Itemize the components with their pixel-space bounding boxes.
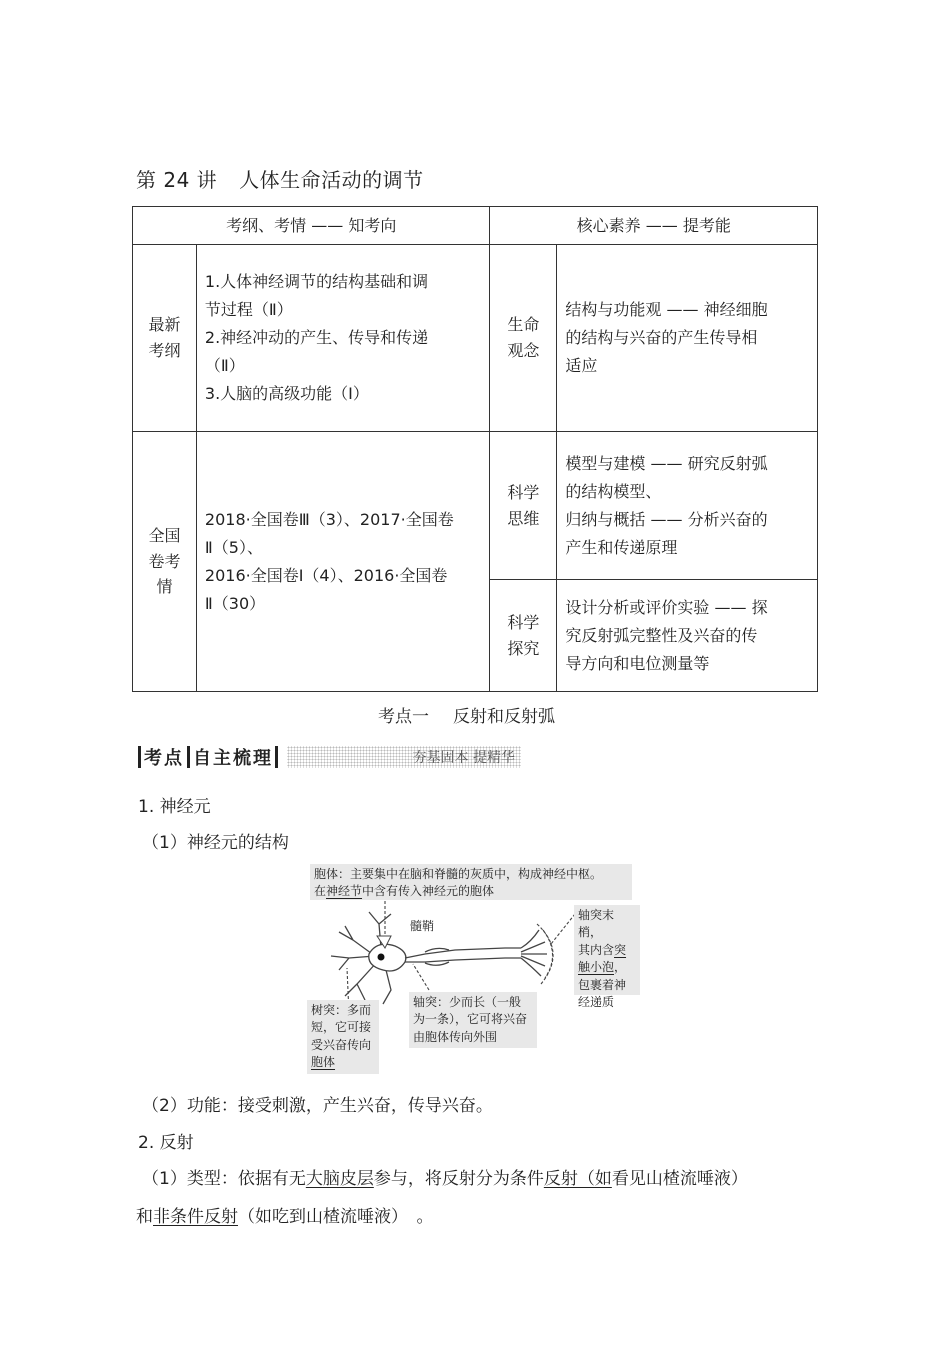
banner-keyword-2: 自主梳理 [193, 748, 273, 769]
banner-tag: 夯基固本 提精华 [287, 746, 521, 768]
callout-axon-terminal: 轴突末梢， 其内含突 触小泡， 包裹着神 经递质 [574, 905, 640, 995]
heading-reflex: 2. 反射 [138, 1133, 194, 1153]
reflex-type-line-2: 和非条件反射（如吃到山楂流唾液） 。 [136, 1207, 434, 1227]
neuron-function: （2）功能：接受刺激，产生兴奋，传导兴奋。 [142, 1096, 493, 1116]
heading-neuron: 1. 神经元 [138, 797, 211, 817]
callout-axon: 轴突：少而长（一般 为一条），它可将兴奋 由胞体传向外围 [409, 992, 537, 1048]
label-science-inquiry: 科学 探究 [490, 580, 557, 692]
banner-keyword-1: 考点 [144, 748, 184, 769]
page-title [136, 164, 424, 193]
reflex-type-line-1: （1）类型：依据有无大脑皮层参与，将反射分为条件反射（如看见山楂流唾液） [142, 1169, 748, 1189]
syllabus-table [132, 206, 818, 692]
exam-items: 2018·全国卷Ⅲ（3）、2017·全国卷 Ⅱ（5）、 2016·全国卷Ⅰ（4）、2016·全国卷 Ⅱ（30） [196, 432, 490, 692]
header-left: 考纲、考情 —— 知考向 [133, 207, 490, 245]
header-right: 核心素养 —— 提考能 [490, 207, 818, 245]
text-science-inquiry: 设计分析或评价实验 —— 探 究反射弧完整性及兴奋的传 导方向和电位测量等 [557, 580, 818, 692]
syllabus-items: 1.人体神经调节的结构基础和调 节过程（Ⅱ） 2.神经冲动的产生、传导和传递 （Ⅱ） 3.人脑的高级功能（Ⅰ） [196, 245, 490, 432]
callout-soma: 胞体：主要集中在脑和脊髓的灰质中，构成神经中枢。 在神经节中含有传入神经元的胞体 [310, 864, 632, 900]
heading-neuron-structure: （1）神经元的结构 [142, 833, 289, 853]
label-science-thinking: 科学 思维 [490, 432, 557, 580]
text-science-thinking: 模型与建模 —— 研究反射弧 的结构模型、 归纳与概括 —— 分析兴奋的 产生和传递原理 [557, 432, 818, 580]
lecture-number: 第 24 讲 [136, 168, 218, 192]
row-label-syllabus: 最新 考纲 [133, 245, 197, 432]
row-label-exam: 全国 卷考 情 [133, 432, 197, 692]
text-life-concept: 结构与功能观 —— 神经细胞 的结构与兴奋的产生传导相 适应 [557, 245, 818, 432]
section-banner [138, 744, 521, 770]
callout-dendrite: 树突：多而 短，它可接 受兴奋传向 胞体 [307, 1000, 379, 1074]
neuron-diagram [305, 862, 645, 1077]
section-heading: 考点一 反射和反射弧 [378, 707, 555, 727]
lecture-topic: 人体生命活动的调节 [239, 168, 424, 192]
label-life-concept: 生命 观念 [490, 245, 557, 432]
label-myelin: 髓鞘 [410, 919, 435, 933]
